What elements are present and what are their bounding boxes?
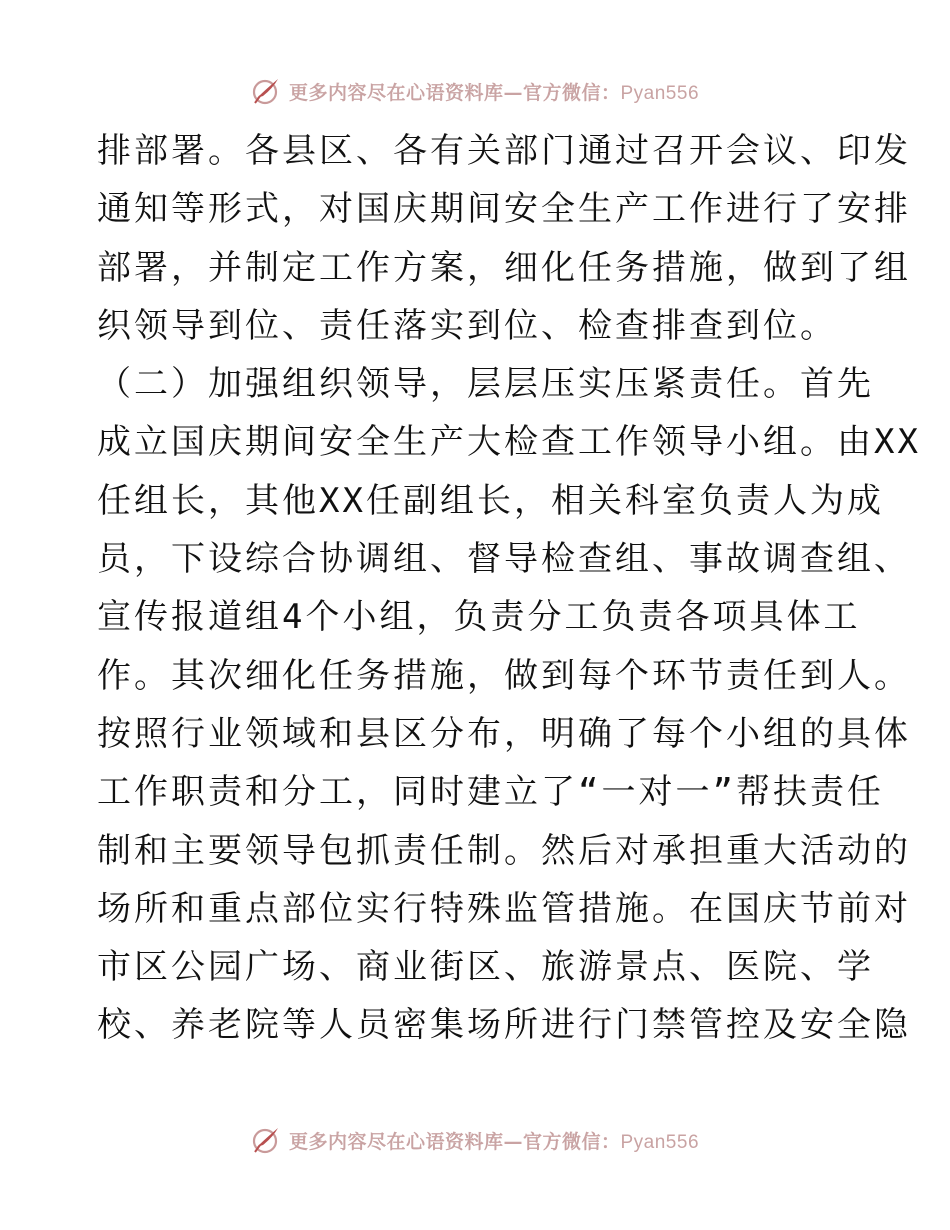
quill-pen-circle-logo-icon: [251, 76, 281, 106]
text-line: 作。其次细化任务措施，做到每个环节责任到人。: [97, 655, 911, 696]
header-watermark: [0, 71, 950, 111]
quill-pen-circle-logo-icon: [251, 1125, 281, 1155]
text-line: 市区公园广场、商业街区、旅游景点、医院、学: [97, 947, 874, 988]
text-line: 任组长，其他XX任副组长，相关科室负责人为成: [97, 480, 884, 521]
text-line: 部署，并制定工作方案，细化任务措施，做到了组: [97, 247, 911, 288]
text-line: 织领导到位、责任落实到位、检查排查到位。: [97, 305, 837, 346]
body-text: [97, 122, 921, 1055]
text-line: 校、养老院等人员密集场所进行门禁管控及安全隐: [97, 1005, 911, 1046]
footer-watermark: [0, 1120, 950, 1160]
watermark-text: 更多内容尽在心语资料库—官方微信：Pyan556: [288, 1130, 700, 1153]
text-line: 制和主要领导包抓责任制。然后对承担重大活动的: [97, 830, 911, 871]
text-line: 工作职责和分工，同时建立了“一对一”帮扶责任: [97, 772, 884, 813]
text-line: 排部署。各县区、各有关部门通过召开会议、印发: [97, 131, 911, 171]
watermark-text: 更多内容尽在心语资料库—官方微信：Pyan556: [288, 81, 700, 104]
text-line: 员，下设综合协调组、督导检查组、事故调查组、: [97, 539, 911, 580]
text-line: 通知等形式，对国庆期间安全生产工作进行了安排: [97, 189, 911, 230]
text-line: 场所和重点部位实行特殊监管措施。在国庆节前对: [97, 888, 911, 929]
text-line: 成立国庆期间安全生产大检查工作领导小组。由XX: [97, 422, 921, 463]
text-line: 按照行业领域和县区分布，明确了每个小组的具体: [97, 713, 911, 754]
text-line: 宣传报道组4个小组，负责分工负责各项具体工: [97, 597, 861, 638]
paragraph-heading-line: （二）加强组织领导，层层压实压紧责任。首先: [97, 364, 874, 405]
